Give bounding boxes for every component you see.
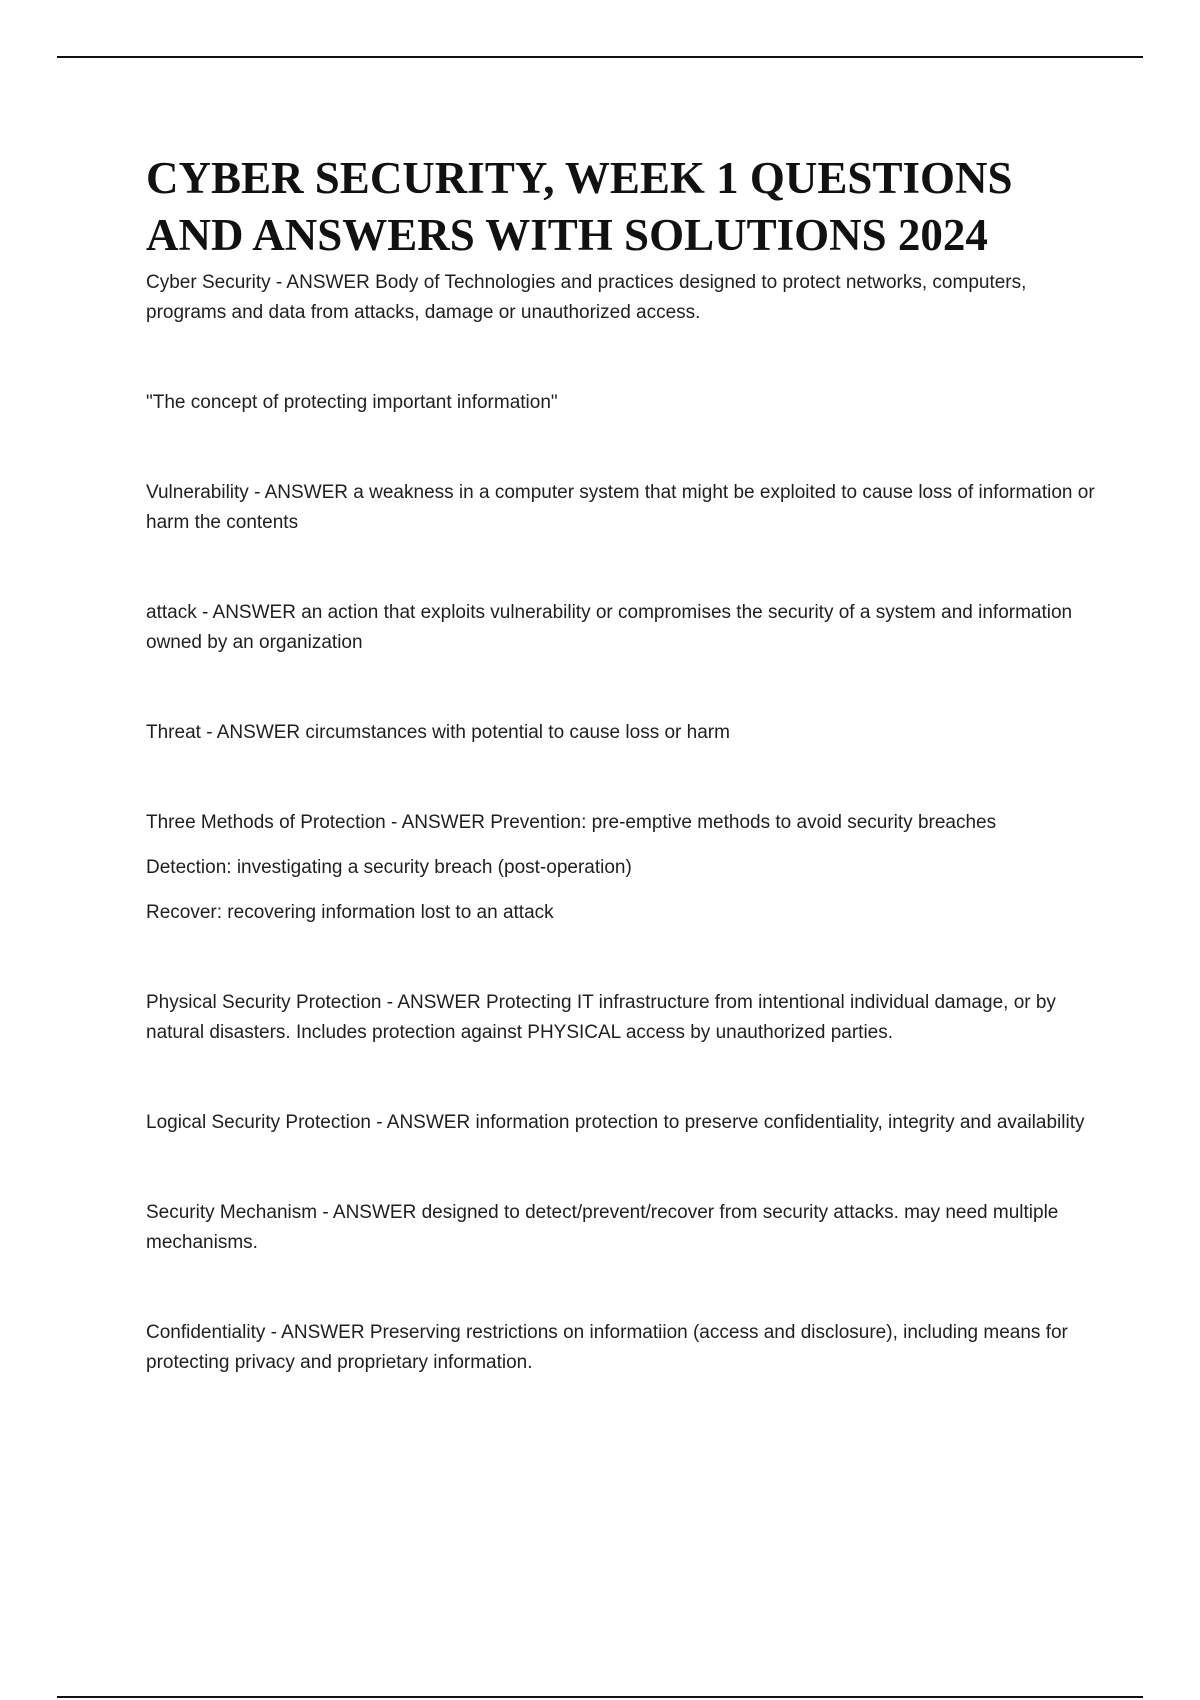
entry-recover: Recover: recovering information lost to an attack (146, 902, 554, 923)
entry-security-mechanism: Security Mechanism - ANSWER designed to detect/prevent/recover from security attacks. may need multiple mechanisms. (146, 1202, 1059, 1253)
entry-physical-security: Physical Security Protection - ANSWER Protecting IT infrastructure from intentional individual damage, or by natural disasters. Includes protection against PHYSICAL access by unauthorized parties. (146, 992, 1056, 1043)
entry-threat: Threat - ANSWER circumstances with potential to cause loss or harm (146, 722, 730, 743)
entry-cyber-security: Cyber Security - ANSWER Body of Technologies and practices designed to protect networks, computers, programs and data from attacks, damage or unauthorized access. (146, 272, 1027, 323)
entry-detection: Detection: investigating a security breach (post-operation) (146, 857, 632, 878)
entry-confidentiality: Confidentiality - ANSWER Preserving restrictions on informatiion (access and disclosure), including means for protecting privacy and proprietary information. (146, 1322, 1068, 1373)
entry-attack: attack - ANSWER an action that exploits vulnerability or compromises the security of a system and information owned by an organization (146, 602, 1073, 653)
top-rule (57, 56, 1143, 58)
title-line-2: AND ANSWERS WITH SOLUTIONS 2024 (146, 210, 988, 260)
bottom-rule (57, 1696, 1143, 1698)
document-title (146, 150, 1106, 264)
entry-concept-quote: "The concept of protecting important information" (146, 392, 558, 413)
entry-vulnerability: Vulnerability - ANSWER a weakness in a computer system that might be exploited to cause loss of information or harm the contents (146, 482, 1095, 533)
document-body (146, 150, 1106, 1378)
title-line-1: CYBER SECURITY, WEEK 1 QUESTIONS (146, 153, 1013, 203)
entry-three-methods: Three Methods of Protection - ANSWER Prevention: pre-emptive methods to avoid security breaches (146, 812, 997, 833)
entry-logical-security: Logical Security Protection - ANSWER information protection to preserve confidentiality, integrity and availability (146, 1112, 1085, 1133)
